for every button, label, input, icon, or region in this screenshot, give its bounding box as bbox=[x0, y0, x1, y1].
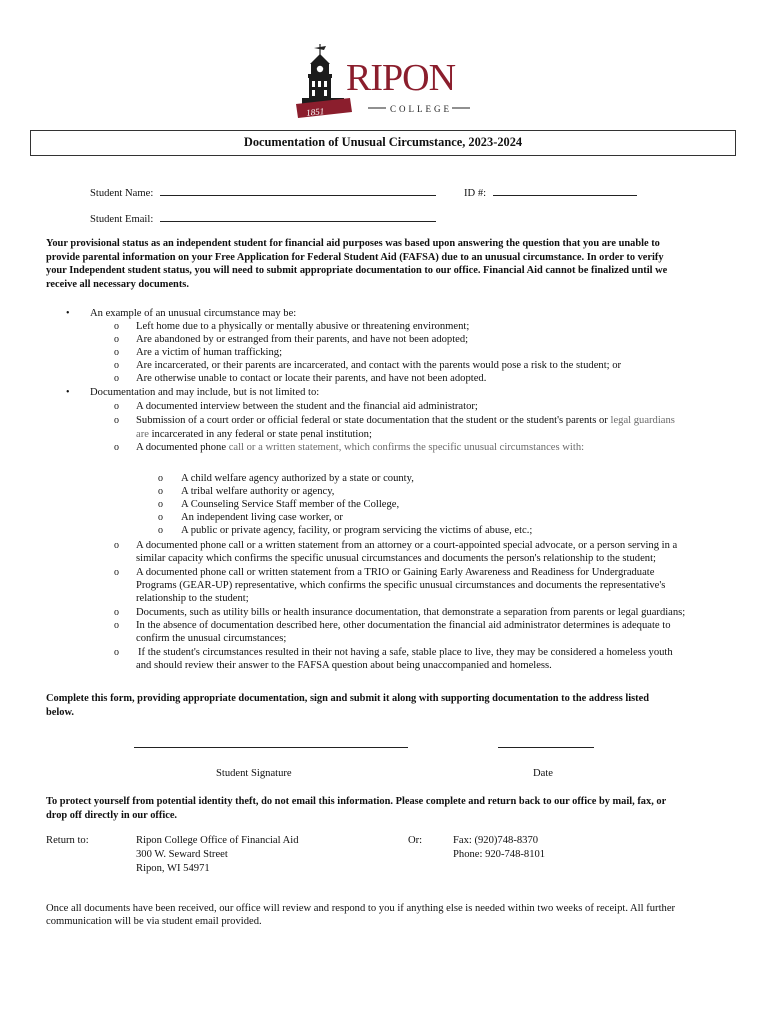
sub-bullet-icon: o bbox=[114, 620, 119, 631]
documentation-item-text: A documented phone bbox=[136, 442, 227, 453]
example-item: Are incarcerated, or their parents are incarcerated, and contact with the parents would pose a risk to the student; or bbox=[136, 360, 622, 371]
documentation-item: A documented phone call or written statement from a TRIO or Gaining Early Awareness and Readiness for Undergraduate bbox=[136, 567, 655, 578]
student-email-label: Student Email: bbox=[90, 214, 154, 225]
example-item: Are a victim of human trafficking; bbox=[136, 347, 283, 358]
closing-line: communication will be via student email provided. bbox=[46, 916, 262, 928]
sub-bullet-icon: o bbox=[114, 347, 119, 358]
intro-line: receive all necessary documents. bbox=[46, 278, 189, 290]
documentation-item bbox=[136, 414, 675, 427]
signature-line[interactable] bbox=[134, 747, 408, 748]
nested-bullet-icon: o bbox=[158, 525, 163, 536]
sub-bullet-icon: o bbox=[114, 360, 119, 371]
sub-bullet-icon: o bbox=[114, 540, 119, 551]
ripon-college-logo bbox=[296, 42, 476, 120]
id-row bbox=[464, 184, 637, 200]
logo-sub: COLLEGE bbox=[390, 104, 452, 114]
student-email-row bbox=[90, 210, 436, 226]
fax-number: Fax: (920)748-8370 bbox=[453, 835, 539, 846]
documentation-item: Documents, such as utility bills or health insurance documentation, that demonstrate a separation from parents or legal guardians; bbox=[136, 607, 686, 618]
example-item: Are abandoned by or estranged from their parents, and have not been adopted; bbox=[136, 334, 469, 345]
sub-bullet-icon: o bbox=[114, 321, 119, 332]
return-label: Return to: bbox=[46, 835, 89, 846]
id-label: ID #: bbox=[464, 188, 487, 199]
documentation-item: A documented interview between the student and the financial aid administrator; bbox=[136, 401, 478, 412]
documentation-item-cont: Programs (GEAR-UP) representative, which confirms the specific unusual circumstances and documents the representative's bbox=[136, 580, 666, 591]
address-line: Ripon College Office of Financial Aid bbox=[136, 835, 299, 846]
closing-line: Once all documents have been received, our office will review and respond to you if anything else is needed within two weeks of receipt. All further bbox=[46, 903, 676, 914]
sub-bullet-icon: o bbox=[114, 442, 119, 453]
or-label: Or: bbox=[408, 835, 423, 846]
documentation-item-text: incarcerated in any federal or state penal institution; bbox=[151, 429, 372, 440]
bullet-icon: • bbox=[66, 308, 70, 319]
documentation-item-cont: confirm the unusual circumstances; bbox=[136, 633, 287, 644]
documentation-item-cont: and should review their answer to the FAFSA question about being unaccompanied and homeless. bbox=[136, 660, 552, 671]
logo-year: 1851 bbox=[305, 106, 325, 118]
address-line: Ripon, WI 54971 bbox=[136, 863, 210, 874]
nested-item: A Counseling Service Staff member of the College, bbox=[181, 499, 400, 510]
student-email-field[interactable] bbox=[160, 210, 436, 222]
documentation-item: If the student's circumstances resulted in their not having a safe, stable place to live, they may be considered a homeless youth bbox=[138, 647, 673, 658]
complete-line: Complete this form, providing appropriate documentation, sign and submit it along with supporting documentation to the address listed bbox=[46, 693, 650, 704]
nested-item: A child welfare agency authorized by a state or county, bbox=[181, 473, 414, 484]
intro-line: provide parental information on your Free Application for Federal Student Aid (FAFSA) due to an unusual circumstance. In order to verify bbox=[46, 251, 664, 263]
student-name-row bbox=[90, 184, 436, 200]
documentation-item bbox=[136, 441, 584, 454]
documentation-item-text-gray: call or a written statement, which confirms the specific unusual circumstances with: bbox=[228, 442, 585, 453]
address-line: 300 W. Seward Street bbox=[136, 849, 228, 860]
complete-line: below. bbox=[46, 706, 75, 718]
documentation-item-cont: similar capacity which confirms the specific unusual circumstances and documents the person's relationship to the student; bbox=[136, 553, 656, 564]
documentation-item-cont bbox=[136, 428, 372, 441]
phone-number: Phone: 920-748-8101 bbox=[453, 849, 546, 860]
example-item: Left home due to a physically or mentally abusive or threatening environment; bbox=[136, 321, 470, 332]
intro-paragraph bbox=[46, 237, 667, 291]
documentation-item-text-gray: legal guardians bbox=[610, 415, 675, 426]
sub-bullet-icon: o bbox=[114, 373, 119, 384]
id-field[interactable] bbox=[493, 184, 637, 196]
documentation-item-text: Submission of a court order or official federal or state documentation that the student or the student's parents or bbox=[136, 415, 608, 426]
logo-wordmark: RIPON bbox=[346, 57, 456, 99]
documentation-item-text-gray: are bbox=[136, 429, 149, 440]
form-title-text: Documentation of Unusual Circumstance, 2023-2024 bbox=[243, 135, 523, 150]
bullet-documentation: Documentation and may include, but is not limited to: bbox=[90, 387, 320, 398]
closing-paragraph bbox=[46, 902, 675, 929]
signature-label: Student Signature bbox=[216, 768, 292, 779]
nested-bullet-icon: o bbox=[158, 512, 163, 523]
notice-line: To protect yourself from potential identity theft, do not email this information. Please complete and return back to our office by mail, fax, or bbox=[46, 796, 667, 807]
example-item: Are otherwise unable to contact or locate their parents, and have not been adopted. bbox=[136, 373, 487, 384]
documentation-item: A documented phone call or a written statement from an attorney or a court-appointed special advocate, or a person serving in a bbox=[136, 540, 678, 551]
complete-instructions bbox=[46, 692, 649, 719]
sub-bullet-icon: o bbox=[114, 647, 119, 658]
nested-bullet-icon: o bbox=[158, 486, 163, 497]
sub-bullet-icon: o bbox=[114, 567, 119, 578]
nested-bullet-icon: o bbox=[158, 499, 163, 510]
bullet-icon: • bbox=[66, 387, 70, 398]
student-name-field[interactable] bbox=[160, 184, 436, 196]
student-name-label: Student Name: bbox=[90, 188, 154, 199]
sub-bullet-icon: o bbox=[114, 607, 119, 618]
documentation-item-cont: relationship to the student; bbox=[136, 593, 249, 604]
notice-line: drop off directly in our office. bbox=[46, 809, 178, 821]
sub-bullet-icon: o bbox=[114, 415, 119, 426]
intro-line: your Independent student status, you will need to submit appropriate documentation to our office. Financial Aid cannot be finalized until we bbox=[46, 265, 668, 276]
identity-theft-notice bbox=[46, 795, 666, 822]
nested-item: A tribal welfare authority or agency, bbox=[181, 486, 335, 497]
nested-item: A public or private agency, facility, or program servicing the victims of abuse, etc.; bbox=[181, 525, 533, 536]
nested-item: An independent living case worker, or bbox=[181, 512, 343, 523]
date-line[interactable] bbox=[498, 747, 594, 748]
nested-bullet-icon: o bbox=[158, 473, 163, 484]
sub-bullet-icon: o bbox=[114, 334, 119, 345]
sub-bullet-icon: o bbox=[114, 401, 119, 412]
bullet-unusual-examples: An example of an unusual circumstance may be: bbox=[90, 308, 297, 319]
form-title bbox=[30, 130, 736, 156]
intro-line: Your provisional status as an independent student for financial aid purposes was based upon answering the question that you are unable to bbox=[46, 238, 660, 249]
date-label: Date bbox=[533, 768, 553, 779]
documentation-item: In the absence of documentation described here, other documentation the financial aid administrator determines is adequate to bbox=[136, 620, 671, 631]
